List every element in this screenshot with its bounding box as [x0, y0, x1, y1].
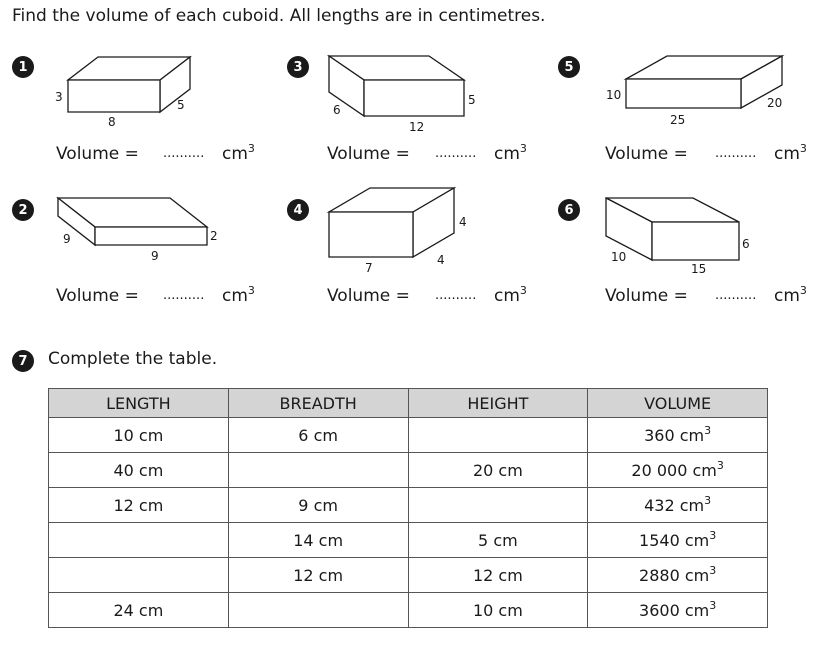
cuboid-q4-length-label: 7	[365, 261, 373, 275]
cuboid-q2-depth-label: 9	[63, 232, 71, 246]
answer-blank[interactable]: ..........	[435, 288, 477, 303]
table-row	[49, 418, 768, 453]
cuboid-q5-height-label: 10	[606, 88, 622, 102]
cell-volume: 3600 $cm^3$	[588, 593, 768, 628]
volume-answer-q3	[327, 144, 537, 166]
cuboid-q3-length-label: 12	[409, 120, 425, 134]
volume-answer-q1	[56, 144, 266, 166]
cell-length: 12 cm	[49, 488, 229, 523]
volume-label: Volume =	[327, 144, 410, 164]
cell-length: 10 cm	[49, 418, 229, 453]
cell-volume: 20 000 $cm^3$	[588, 453, 768, 488]
table-row	[49, 453, 768, 488]
volume-answer-q4	[327, 286, 537, 308]
cell-height: 5 cm	[408, 523, 588, 558]
question-number-4: 4	[287, 199, 309, 221]
volume-answer-q6	[605, 286, 820, 308]
cell-height-blank[interactable]	[408, 418, 588, 453]
volume-label: Volume =	[605, 144, 688, 164]
volume-answer-q2	[56, 286, 266, 308]
question-number-2: 2	[12, 199, 34, 221]
volume-unit: $cm^3$	[774, 284, 807, 306]
cuboid-q1-height-label: 3	[55, 90, 63, 104]
cell-height: 20 cm	[408, 453, 588, 488]
cuboid-q4-height-label: 4	[459, 215, 467, 229]
cell-volume: 432 $cm^3$	[588, 488, 768, 523]
question-number-6: 6	[558, 199, 580, 221]
volume-unit: $cm^3$	[494, 284, 527, 306]
cell-length: 40 cm	[49, 453, 229, 488]
cuboid-q6-length-label: 15	[691, 262, 707, 276]
cell-length-blank[interactable]	[49, 523, 229, 558]
cuboid-q4-depth-label: 4	[437, 253, 445, 267]
cuboid-q6-front-face	[652, 222, 739, 260]
cuboid-q2-height-label: 2	[210, 229, 218, 243]
cuboid-q6-depth-label: 10	[611, 250, 627, 264]
cell-breadth: 9 cm	[228, 488, 408, 523]
cuboid-q5-length-label: 25	[670, 113, 686, 127]
cell-breadth: 14 cm	[228, 523, 408, 558]
cell-volume: 2880 $cm^3$	[588, 558, 768, 593]
question-number-3: 3	[287, 56, 309, 78]
cell-volume: 1540 $cm^3$	[588, 523, 768, 558]
cuboid-q3-height-label: 5	[468, 93, 476, 107]
cell-length-blank[interactable]	[49, 558, 229, 593]
cell-length: 24 cm	[49, 593, 229, 628]
table-body	[49, 418, 768, 628]
answer-blank[interactable]: ..........	[715, 288, 757, 303]
answer-blank[interactable]: ..........	[163, 146, 205, 161]
cuboid-q1-length-label: 8	[108, 115, 116, 129]
volume-unit: $cm^3$	[222, 284, 255, 306]
answer-blank[interactable]: ..........	[163, 288, 205, 303]
cuboid-q3-depth-label: 6	[333, 103, 341, 117]
cuboid-q5-depth-label: 20	[767, 96, 783, 110]
q7-instruction: Complete the table.	[48, 349, 218, 369]
volume-table	[48, 388, 768, 628]
table-row	[49, 523, 768, 558]
table-header-row	[49, 389, 768, 418]
answer-blank[interactable]: ..........	[435, 146, 477, 161]
volume-label: Volume =	[56, 144, 139, 164]
table-row	[49, 558, 768, 593]
cell-height: 12 cm	[408, 558, 588, 593]
cell-height: 10 cm	[408, 593, 588, 628]
volume-unit: $cm^3$	[494, 142, 527, 164]
cuboid-q2-length-label: 9	[151, 249, 159, 263]
question-number-5: 5	[558, 56, 580, 78]
cuboid-q6-height-label: 6	[742, 237, 750, 251]
header-length: LENGTH	[49, 389, 229, 418]
volume-unit: $cm^3$	[222, 142, 255, 164]
volume-label: Volume =	[327, 286, 410, 306]
cuboid-q1-depth-label: 5	[177, 98, 185, 112]
instruction-text: Find the volume of each cuboid. All lengths are in centimetres.	[12, 6, 546, 26]
cell-breadth-blank[interactable]	[228, 593, 408, 628]
answer-blank[interactable]: ..........	[715, 146, 757, 161]
volume-unit: $cm^3$	[774, 142, 807, 164]
cell-height-blank[interactable]	[408, 488, 588, 523]
table-row	[49, 488, 768, 523]
question-number-1: 1	[12, 56, 34, 78]
cell-volume: 360 $cm^3$	[588, 418, 768, 453]
cell-breadth: 12 cm	[228, 558, 408, 593]
volume-label: Volume =	[605, 286, 688, 306]
question-number-7: 7	[12, 350, 34, 372]
header-height: HEIGHT	[408, 389, 588, 418]
cell-breadth: 6 cm	[228, 418, 408, 453]
volume-answer-q5	[605, 144, 820, 166]
cell-breadth-blank[interactable]	[228, 453, 408, 488]
header-breadth: BREADTH	[228, 389, 408, 418]
table-row	[49, 593, 768, 628]
header-volume: VOLUME	[588, 389, 768, 418]
volume-label: Volume =	[56, 286, 139, 306]
